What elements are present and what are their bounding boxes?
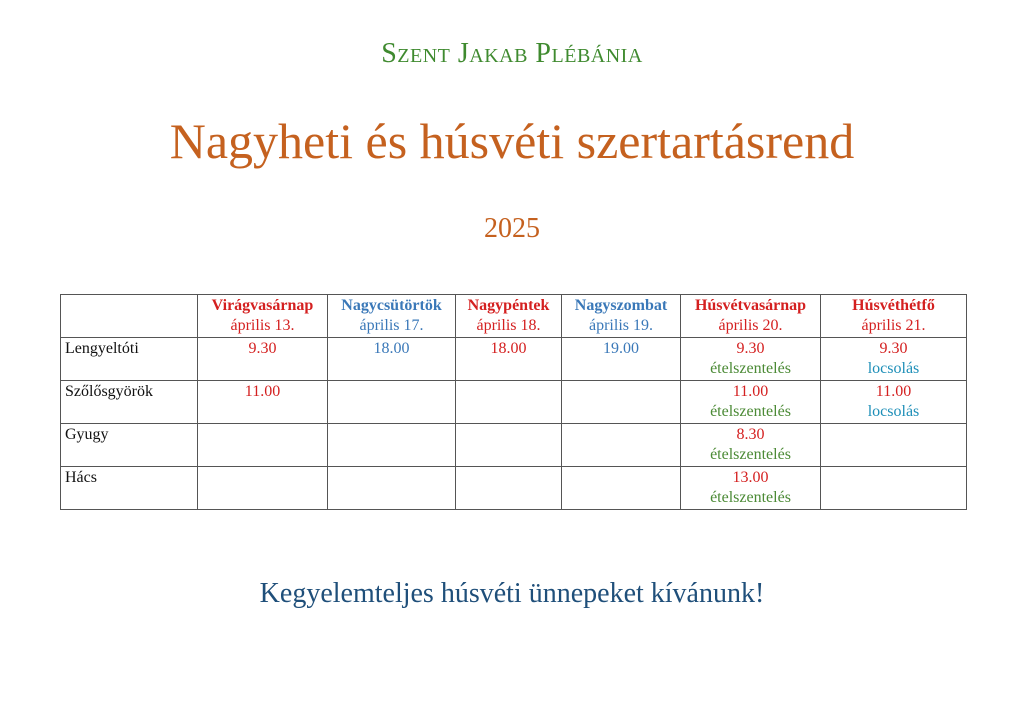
schedule-cell (328, 467, 456, 510)
day-date: április 20. (718, 317, 783, 334)
mass-time: 9.30 (736, 340, 765, 357)
table-row (61, 467, 967, 510)
mass-note: ételszentelés (710, 446, 791, 463)
schedule-cell (681, 467, 821, 510)
corner-cell (61, 295, 198, 338)
column-header (198, 295, 328, 338)
mass-time: 13.00 (732, 469, 769, 486)
schedule-cell (456, 467, 562, 510)
day-date: április 13. (230, 317, 295, 334)
schedule-cell (198, 467, 328, 510)
column-header (456, 295, 562, 338)
page-title: Nagyheti és húsvéti szertartásrend (169, 113, 855, 169)
table-row (61, 424, 967, 467)
place-name: Lengyeltóti (61, 338, 198, 381)
schedule-cell (328, 381, 456, 424)
mass-time: 11.00 (732, 383, 769, 400)
schedule-cell (562, 467, 681, 510)
mass-time: 11.00 (875, 383, 912, 400)
schedule-cell (821, 424, 967, 467)
schedule-cell (456, 424, 562, 467)
place-name: Hács (61, 467, 198, 510)
column-header (821, 295, 967, 338)
mass-note: ételszentelés (710, 360, 791, 377)
day-name: Virágvasárnap (211, 297, 314, 314)
schedule-cell (456, 381, 562, 424)
year-label: 2025 (484, 213, 540, 244)
day-name: Nagypéntek (467, 297, 550, 314)
mass-time: 9.30 (248, 340, 277, 357)
mass-time: 19.00 (603, 340, 639, 357)
schedule-cell (328, 338, 456, 381)
mass-note: ételszentelés (710, 403, 791, 420)
day-name: Húsvéthétfő (852, 297, 935, 314)
schedule-cell (198, 424, 328, 467)
schedule-cell (821, 338, 967, 381)
column-header (328, 295, 456, 338)
parish-name: Szent Jakab Plébánia (381, 38, 643, 69)
day-name: Nagycsütörtök (341, 297, 442, 314)
mass-note: locsolás (867, 403, 920, 420)
schedule-cell (198, 338, 328, 381)
header-row (61, 295, 967, 338)
schedule-cell (328, 424, 456, 467)
mass-note: locsolás (867, 360, 920, 377)
schedule-cell (562, 338, 681, 381)
day-date: április 19. (589, 317, 653, 334)
day-date: április 21. (861, 317, 926, 334)
mass-time: 9.30 (879, 340, 908, 357)
mass-time: 18.00 (490, 340, 527, 357)
schedule-cell (681, 338, 821, 381)
table-row (61, 381, 967, 424)
schedule-table (60, 294, 967, 510)
place-name: Szőlősgyörök (61, 381, 198, 424)
table-row (61, 338, 967, 381)
column-header (562, 295, 681, 338)
schedule-cell (681, 424, 821, 467)
schedule-cell (198, 381, 328, 424)
day-date: április 17. (359, 317, 424, 334)
schedule-cell (821, 381, 967, 424)
schedule-cell (681, 381, 821, 424)
mass-time: 11.00 (244, 383, 281, 400)
schedule-cell (456, 338, 562, 381)
place-name: Gyugy (61, 424, 198, 467)
mass-note: ételszentelés (710, 489, 791, 506)
mass-time: 18.00 (373, 340, 410, 357)
day-name: Nagyszombat (574, 297, 668, 314)
day-date: április 18. (476, 317, 541, 334)
mass-time: 8.30 (736, 426, 765, 443)
day-name: Húsvétvasárnap (694, 297, 807, 314)
schedule-cell (821, 467, 967, 510)
schedule-cell (562, 381, 681, 424)
schedule-cell (562, 424, 681, 467)
column-header (681, 295, 821, 338)
greeting-text: Kegyelemteljes húsvéti ünnepeket kívánunk! (259, 578, 765, 609)
